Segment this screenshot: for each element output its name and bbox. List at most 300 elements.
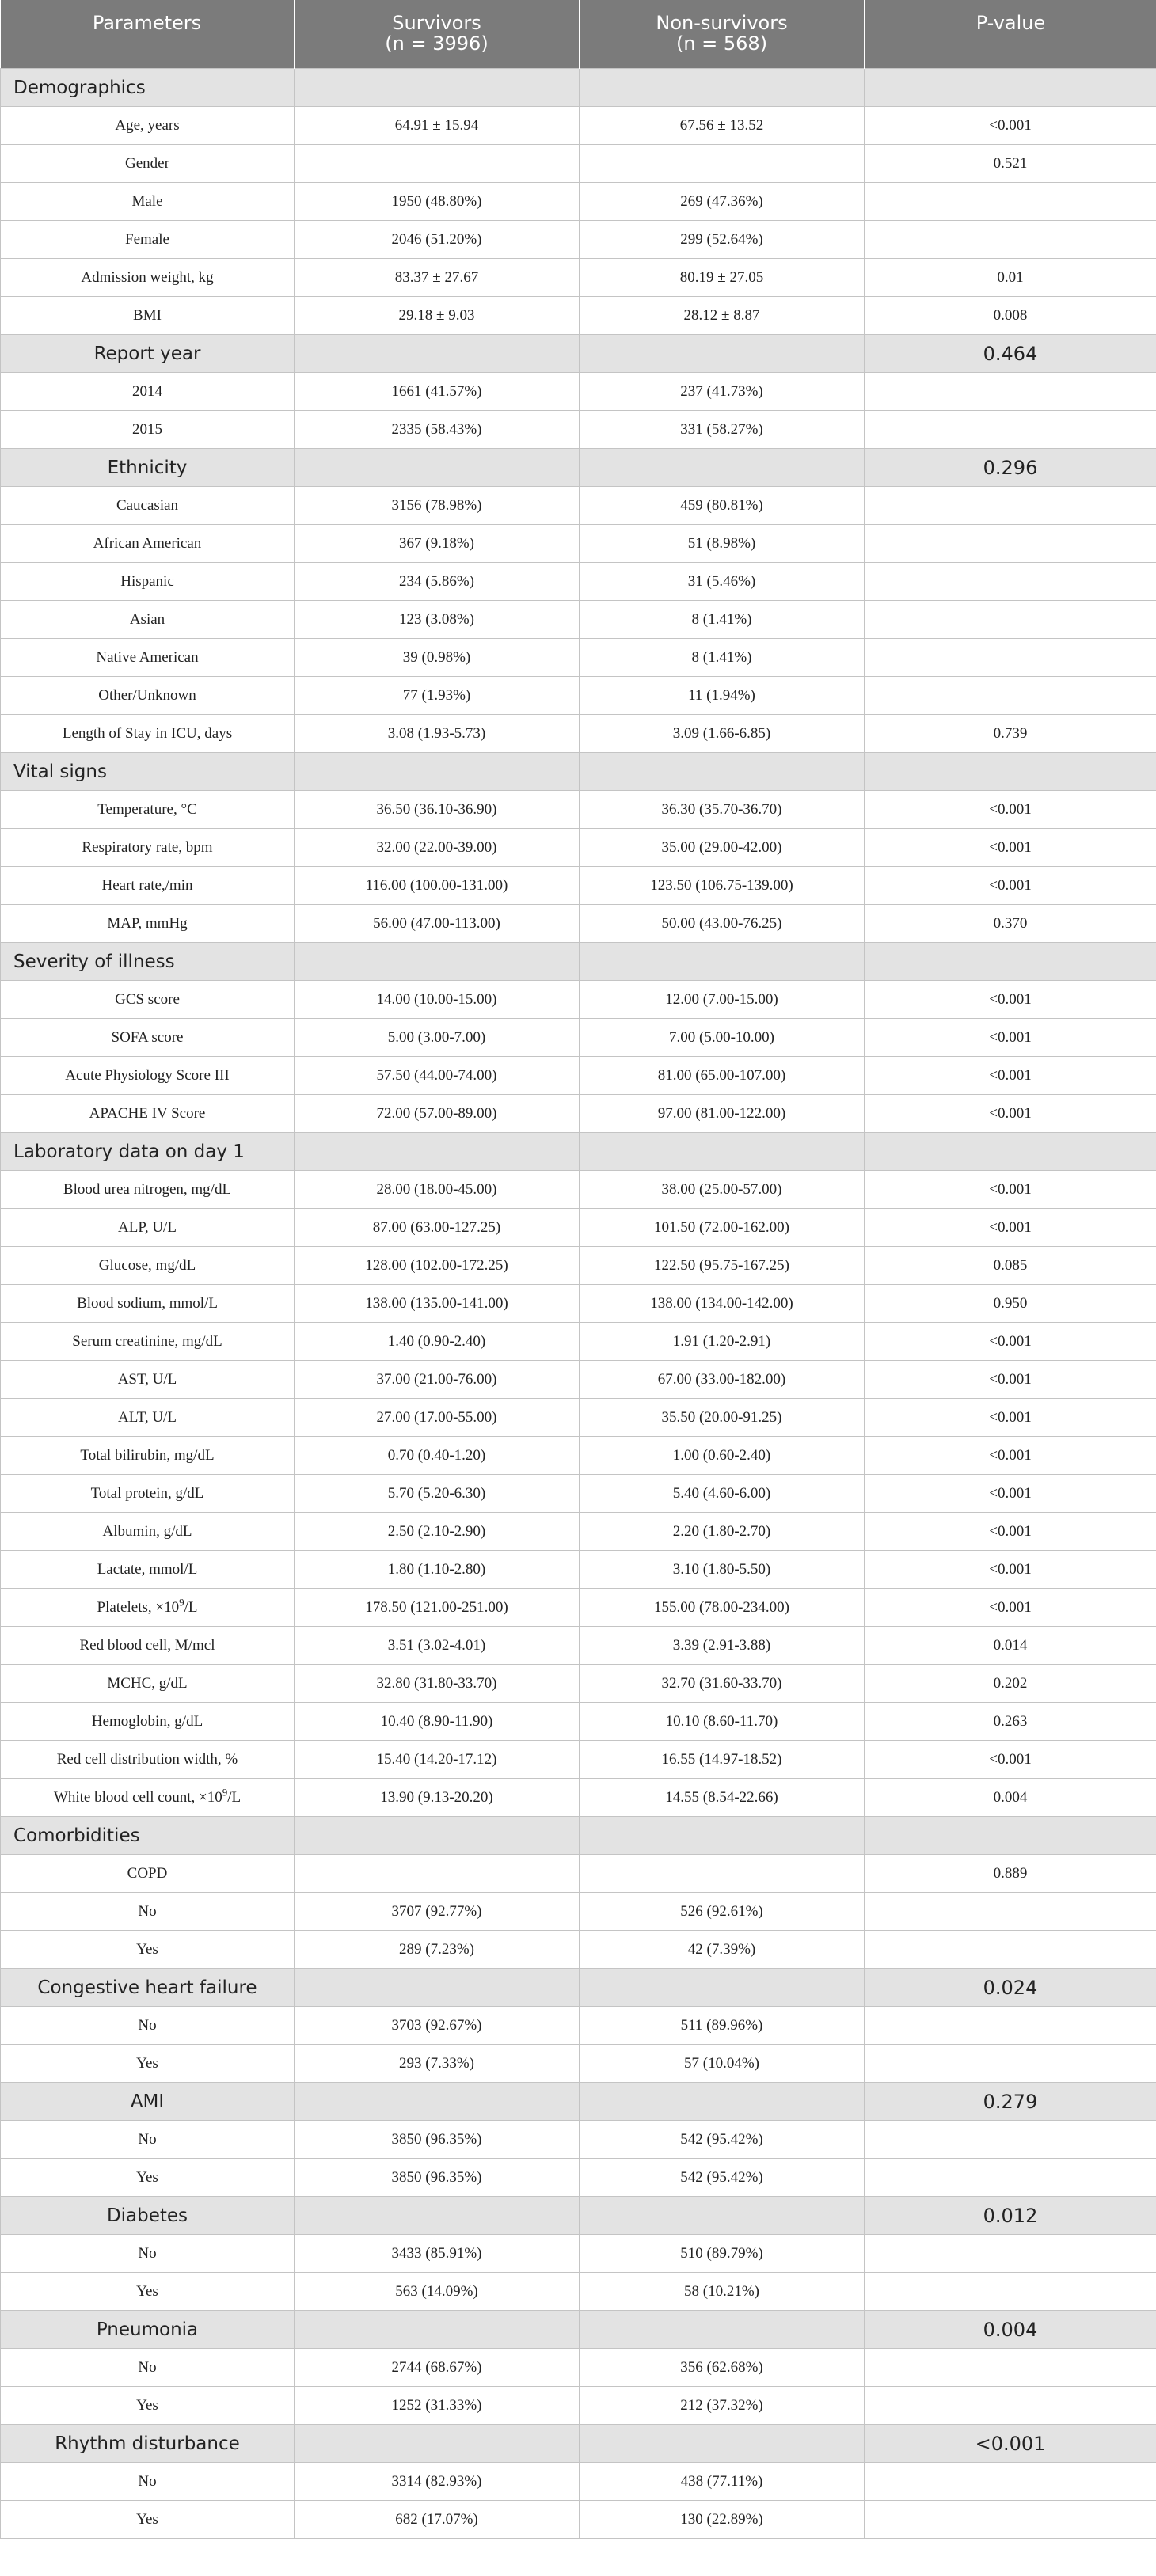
p-value-cell: <0.001 xyxy=(865,1019,1156,1057)
header-non-survivors xyxy=(580,0,865,69)
non-survivors-cell: 511 (89.96%) xyxy=(580,2007,865,2045)
table-row xyxy=(1,905,1156,943)
survivors-cell: 72.00 (57.00-89.00) xyxy=(295,1095,580,1133)
survivors-cell: 138.00 (135.00-141.00) xyxy=(295,1285,580,1323)
section-p-value: 0.024 xyxy=(865,1969,1156,2007)
p-value-cell: 0.739 xyxy=(865,715,1156,753)
survivors-cell: 27.00 (17.00-55.00) xyxy=(295,1399,580,1437)
non-survivors-cell: 8 (1.41%) xyxy=(580,601,865,639)
header-survivors-count: (n = 3996) xyxy=(385,32,489,55)
parameter-cell: No xyxy=(1,2349,295,2387)
section-survivors-cell xyxy=(295,335,580,373)
parameter-cell: ALT, U/L xyxy=(1,1399,295,1437)
section-label: Pneumonia xyxy=(1,2311,295,2349)
non-survivors-cell: 5.40 (4.60-6.00) xyxy=(580,1475,865,1513)
p-value-cell xyxy=(865,601,1156,639)
p-value-cell xyxy=(865,221,1156,259)
non-survivors-cell: 7.00 (5.00-10.00) xyxy=(580,1019,865,1057)
p-value-cell xyxy=(865,639,1156,677)
parameter-cell: Female xyxy=(1,221,295,259)
non-survivors-cell: 2.20 (1.80-2.70) xyxy=(580,1513,865,1551)
non-survivors-cell: 80.19 ± 27.05 xyxy=(580,259,865,297)
survivors-cell: 293 (7.33%) xyxy=(295,2045,580,2083)
section-label: Diabetes xyxy=(1,2197,295,2235)
table-row xyxy=(1,1399,1156,1437)
parameter-cell: Asian xyxy=(1,601,295,639)
table-row xyxy=(1,411,1156,449)
non-survivors-cell: 299 (52.64%) xyxy=(580,221,865,259)
non-survivors-cell: 3.39 (2.91-3.88) xyxy=(580,1627,865,1665)
survivors-cell: 3.08 (1.93-5.73) xyxy=(295,715,580,753)
header-row xyxy=(1,0,1156,69)
section-non-survivors-cell xyxy=(580,1817,865,1855)
non-survivors-cell: 130 (22.89%) xyxy=(580,2501,865,2539)
header-p-value-label: P-value xyxy=(975,12,1046,34)
header-parameters-label: Parameters xyxy=(92,12,202,34)
parameter-cell: Age, years xyxy=(1,107,295,145)
survivors-cell: 3433 (85.91%) xyxy=(295,2235,580,2273)
p-value-cell: <0.001 xyxy=(865,1551,1156,1589)
table-row xyxy=(1,107,1156,145)
survivors-cell: 32.00 (22.00-39.00) xyxy=(295,829,580,867)
parameter-cell: Total protein, g/dL xyxy=(1,1475,295,1513)
non-survivors-cell: 67.00 (33.00-182.00) xyxy=(580,1361,865,1399)
non-survivors-cell: 38.00 (25.00-57.00) xyxy=(580,1171,865,1209)
parameter-cell: Yes xyxy=(1,1931,295,1969)
section-p-value: 0.004 xyxy=(865,2311,1156,2349)
section-label: Laboratory data on day 1 xyxy=(1,1133,295,1171)
parameter-cell: Male xyxy=(1,183,295,221)
table-row xyxy=(1,2159,1156,2197)
survivors-cell: 36.50 (36.10-36.90) xyxy=(295,791,580,829)
table-row xyxy=(1,791,1156,829)
survivors-cell: 77 (1.93%) xyxy=(295,677,580,715)
survivors-cell: 128.00 (102.00-172.25) xyxy=(295,1247,580,1285)
table-row xyxy=(1,2463,1156,2501)
non-survivors-cell: 542 (95.42%) xyxy=(580,2121,865,2159)
non-survivors-cell: 67.56 ± 13.52 xyxy=(580,107,865,145)
parameter-cell: Other/Unknown xyxy=(1,677,295,715)
table-row xyxy=(1,1665,1156,1703)
parameter-cell: Red cell distribution width, % xyxy=(1,1741,295,1779)
p-value-cell xyxy=(865,2463,1156,2501)
section-survivors-cell xyxy=(295,753,580,791)
p-value-cell: <0.001 xyxy=(865,1741,1156,1779)
section-label: Vital signs xyxy=(1,753,295,791)
parameter-cell: Caucasian xyxy=(1,487,295,525)
section-row xyxy=(1,69,1156,107)
table-row xyxy=(1,525,1156,563)
p-value-cell xyxy=(865,411,1156,449)
section-survivors-cell xyxy=(295,69,580,107)
survivors-cell: 116.00 (100.00-131.00) xyxy=(295,867,580,905)
p-value-cell xyxy=(865,525,1156,563)
parameter-cell: Yes xyxy=(1,2273,295,2311)
section-survivors-cell xyxy=(295,1969,580,2007)
table-body xyxy=(1,69,1156,2539)
survivors-cell: 13.90 (9.13-20.20) xyxy=(295,1779,580,1817)
p-value-cell: 0.521 xyxy=(865,145,1156,183)
parameter-cell: SOFA score xyxy=(1,1019,295,1057)
non-survivors-cell: 122.50 (95.75-167.25) xyxy=(580,1247,865,1285)
section-survivors-cell xyxy=(295,1817,580,1855)
section-p-value xyxy=(865,1817,1156,1855)
parameter-label-superscript: 9 xyxy=(222,1786,228,1799)
non-survivors-cell: 1.00 (0.60-2.40) xyxy=(580,1437,865,1475)
parameter-cell: No xyxy=(1,2007,295,2045)
survivors-cell: 32.80 (31.80-33.70) xyxy=(295,1665,580,1703)
non-survivors-cell: 81.00 (65.00-107.00) xyxy=(580,1057,865,1095)
section-p-value xyxy=(865,943,1156,981)
parameter-cell: Heart rate,/min xyxy=(1,867,295,905)
section-p-value: 0.464 xyxy=(865,335,1156,373)
table-row xyxy=(1,2121,1156,2159)
p-value-cell: 0.004 xyxy=(865,1779,1156,1817)
parameter-cell: MAP, mmHg xyxy=(1,905,295,943)
table-row xyxy=(1,1475,1156,1513)
p-value-cell: 0.889 xyxy=(865,1855,1156,1893)
survivors-cell: 1.40 (0.90-2.40) xyxy=(295,1323,580,1361)
table-row xyxy=(1,601,1156,639)
survivors-cell: 87.00 (63.00-127.25) xyxy=(295,1209,580,1247)
survivors-cell: 15.40 (14.20-17.12) xyxy=(295,1741,580,1779)
survivors-cell: 1661 (41.57%) xyxy=(295,373,580,411)
table-row xyxy=(1,1209,1156,1247)
header-survivors-label: Survivors xyxy=(392,12,481,34)
non-survivors-cell: 101.50 (72.00-162.00) xyxy=(580,1209,865,1247)
p-value-cell xyxy=(865,2007,1156,2045)
parameter-cell: BMI xyxy=(1,297,295,335)
parameter-cell: Serum creatinine, mg/dL xyxy=(1,1323,295,1361)
p-value-cell xyxy=(865,2273,1156,2311)
p-value-cell xyxy=(865,563,1156,601)
header-p-value xyxy=(865,0,1156,69)
non-survivors-cell: 138.00 (134.00-142.00) xyxy=(580,1285,865,1323)
table-row xyxy=(1,1741,1156,1779)
p-value-cell xyxy=(865,2349,1156,2387)
survivors-cell: 14.00 (10.00-15.00) xyxy=(295,981,580,1019)
parameter-cell: Hispanic xyxy=(1,563,295,601)
parameter-cell: Length of Stay in ICU, days xyxy=(1,715,295,753)
p-value-cell xyxy=(865,677,1156,715)
p-value-cell: 0.085 xyxy=(865,1247,1156,1285)
table-row xyxy=(1,2273,1156,2311)
section-row xyxy=(1,1817,1156,1855)
p-value-cell: <0.001 xyxy=(865,1057,1156,1095)
table-row xyxy=(1,1703,1156,1741)
table-row xyxy=(1,2235,1156,2273)
p-value-cell xyxy=(865,183,1156,221)
survivors-cell: 367 (9.18%) xyxy=(295,525,580,563)
table-row xyxy=(1,1171,1156,1209)
p-value-cell xyxy=(865,1931,1156,1969)
parameter-cell xyxy=(1,1589,295,1627)
table-row xyxy=(1,2349,1156,2387)
survivors-cell: 1252 (31.33%) xyxy=(295,2387,580,2425)
table-row xyxy=(1,487,1156,525)
parameter-label-unit: /L xyxy=(184,1598,198,1616)
p-value-cell: <0.001 xyxy=(865,1437,1156,1475)
parameter-cell: Glucose, mg/dL xyxy=(1,1247,295,1285)
section-row xyxy=(1,335,1156,373)
p-value-cell: <0.001 xyxy=(865,1209,1156,1247)
non-survivors-cell: 542 (95.42%) xyxy=(580,2159,865,2197)
survivors-cell: 64.91 ± 15.94 xyxy=(295,107,580,145)
survivors-cell: 2335 (58.43%) xyxy=(295,411,580,449)
non-survivors-cell: 32.70 (31.60-33.70) xyxy=(580,1665,865,1703)
table-row xyxy=(1,297,1156,335)
section-non-survivors-cell xyxy=(580,335,865,373)
non-survivors-cell: 510 (89.79%) xyxy=(580,2235,865,2273)
parameter-cell: Temperature, °C xyxy=(1,791,295,829)
table-row xyxy=(1,1893,1156,1931)
table-row xyxy=(1,1361,1156,1399)
section-row xyxy=(1,1969,1156,2007)
parameter-label-unit: /L xyxy=(227,1788,241,1806)
header-survivors xyxy=(295,0,580,69)
section-survivors-cell xyxy=(295,1133,580,1171)
survivors-cell: 3156 (78.98%) xyxy=(295,487,580,525)
parameter-cell: Blood urea nitrogen, mg/dL xyxy=(1,1171,295,1209)
table-row xyxy=(1,1019,1156,1057)
survivors-cell: 563 (14.09%) xyxy=(295,2273,580,2311)
non-survivors-cell: 356 (62.68%) xyxy=(580,2349,865,2387)
table-row xyxy=(1,829,1156,867)
p-value-cell: <0.001 xyxy=(865,1399,1156,1437)
table-row xyxy=(1,2387,1156,2425)
section-row xyxy=(1,2425,1156,2463)
section-row xyxy=(1,449,1156,487)
p-value-cell: 0.014 xyxy=(865,1627,1156,1665)
section-survivors-cell xyxy=(295,943,580,981)
table-row xyxy=(1,373,1156,411)
non-survivors-cell xyxy=(580,1855,865,1893)
table-row xyxy=(1,563,1156,601)
survivors-cell: 1950 (48.80%) xyxy=(295,183,580,221)
parameter-cell: Total bilirubin, mg/dL xyxy=(1,1437,295,1475)
parameter-label-superscript: 9 xyxy=(179,1596,184,1609)
table-header xyxy=(1,0,1156,69)
survivors-cell: 178.50 (121.00-251.00) xyxy=(295,1589,580,1627)
non-survivors-cell: 123.50 (106.75-139.00) xyxy=(580,867,865,905)
non-survivors-cell: 31 (5.46%) xyxy=(580,563,865,601)
parameter-cell: Acute Physiology Score III xyxy=(1,1057,295,1095)
survivors-cell: 3.51 (3.02-4.01) xyxy=(295,1627,580,1665)
non-survivors-cell: 36.30 (35.70-36.70) xyxy=(580,791,865,829)
non-survivors-cell: 3.09 (1.66-6.85) xyxy=(580,715,865,753)
survivors-cell: 289 (7.23%) xyxy=(295,1931,580,1969)
section-label: Report year xyxy=(1,335,295,373)
p-value-cell xyxy=(865,373,1156,411)
parameter-cell: Red blood cell, M/mcl xyxy=(1,1627,295,1665)
parameter-cell: Albumin, g/dL xyxy=(1,1513,295,1551)
parameter-cell: Yes xyxy=(1,2387,295,2425)
non-survivors-cell: 3.10 (1.80-5.50) xyxy=(580,1551,865,1589)
survivors-cell: 2.50 (2.10-2.90) xyxy=(295,1513,580,1551)
section-non-survivors-cell xyxy=(580,2197,865,2235)
parameter-cell: COPD xyxy=(1,1855,295,1893)
table-row xyxy=(1,145,1156,183)
p-value-cell xyxy=(865,2121,1156,2159)
parameter-cell: Blood sodium, mmol/L xyxy=(1,1285,295,1323)
parameter-cell: No xyxy=(1,1893,295,1931)
parameter-cell: 2015 xyxy=(1,411,295,449)
survivors-cell: 682 (17.07%) xyxy=(295,2501,580,2539)
p-value-cell xyxy=(865,2501,1156,2539)
survivors-cell xyxy=(295,1855,580,1893)
p-value-cell: 0.950 xyxy=(865,1285,1156,1323)
parameter-cell: GCS score xyxy=(1,981,295,1019)
parameter-cell: APACHE IV Score xyxy=(1,1095,295,1133)
p-value-cell: <0.001 xyxy=(865,1589,1156,1627)
p-value-cell xyxy=(865,2235,1156,2273)
parameter-cell: Hemoglobin, g/dL xyxy=(1,1703,295,1741)
p-value-cell: <0.001 xyxy=(865,1361,1156,1399)
table-row xyxy=(1,1513,1156,1551)
non-survivors-cell: 155.00 (78.00-234.00) xyxy=(580,1589,865,1627)
p-value-cell: 0.263 xyxy=(865,1703,1156,1741)
table-row xyxy=(1,1095,1156,1133)
parameter-cell: Gender xyxy=(1,145,295,183)
survivors-cell xyxy=(295,145,580,183)
section-row xyxy=(1,753,1156,791)
parameter-label: Platelets, ×10 xyxy=(97,1598,180,1616)
table-row xyxy=(1,183,1156,221)
table-row xyxy=(1,981,1156,1019)
table-row xyxy=(1,1323,1156,1361)
survivors-cell: 3850 (96.35%) xyxy=(295,2121,580,2159)
section-non-survivors-cell xyxy=(580,1133,865,1171)
p-value-cell: <0.001 xyxy=(865,1475,1156,1513)
section-non-survivors-cell xyxy=(580,943,865,981)
p-value-cell xyxy=(865,487,1156,525)
non-survivors-cell: 8 (1.41%) xyxy=(580,639,865,677)
parameter-cell xyxy=(1,1779,295,1817)
section-survivors-cell xyxy=(295,2197,580,2235)
p-value-cell xyxy=(865,2045,1156,2083)
table-row xyxy=(1,1551,1156,1589)
survivors-cell: 3703 (92.67%) xyxy=(295,2007,580,2045)
survivors-cell: 37.00 (21.00-76.00) xyxy=(295,1361,580,1399)
non-survivors-cell: 12.00 (7.00-15.00) xyxy=(580,981,865,1019)
non-survivors-cell: 11 (1.94%) xyxy=(580,677,865,715)
section-label: Rhythm disturbance xyxy=(1,2425,295,2463)
section-label: Demographics xyxy=(1,69,295,107)
non-survivors-cell: 1.91 (1.20-2.91) xyxy=(580,1323,865,1361)
table-row xyxy=(1,1627,1156,1665)
header-non-survivors-count: (n = 568) xyxy=(675,32,768,55)
parameter-cell: No xyxy=(1,2121,295,2159)
section-label: Comorbidities xyxy=(1,1817,295,1855)
table-row xyxy=(1,867,1156,905)
section-label: Ethnicity xyxy=(1,449,295,487)
parameter-cell: African American xyxy=(1,525,295,563)
survivors-cell: 3314 (82.93%) xyxy=(295,2463,580,2501)
survivors-cell: 5.00 (3.00-7.00) xyxy=(295,1019,580,1057)
non-survivors-cell: 35.00 (29.00-42.00) xyxy=(580,829,865,867)
non-survivors-cell: 57 (10.04%) xyxy=(580,2045,865,2083)
header-non-survivors-label: Non-survivors xyxy=(656,12,788,34)
p-value-cell: <0.001 xyxy=(865,829,1156,867)
survivors-cell: 2744 (68.67%) xyxy=(295,2349,580,2387)
p-value-cell: <0.001 xyxy=(865,1095,1156,1133)
non-survivors-cell: 97.00 (81.00-122.00) xyxy=(580,1095,865,1133)
survivors-cell: 0.70 (0.40-1.20) xyxy=(295,1437,580,1475)
table-row xyxy=(1,1855,1156,1893)
non-survivors-cell: 237 (41.73%) xyxy=(580,373,865,411)
parameter-cell: Native American xyxy=(1,639,295,677)
table-row xyxy=(1,1057,1156,1095)
section-non-survivors-cell xyxy=(580,1969,865,2007)
table-row xyxy=(1,1779,1156,1817)
section-label: AMI xyxy=(1,2083,295,2121)
section-non-survivors-cell xyxy=(580,2425,865,2463)
non-survivors-cell: 212 (37.32%) xyxy=(580,2387,865,2425)
survivors-cell: 10.40 (8.90-11.90) xyxy=(295,1703,580,1741)
non-survivors-cell: 10.10 (8.60-11.70) xyxy=(580,1703,865,1741)
non-survivors-cell: 459 (80.81%) xyxy=(580,487,865,525)
section-row xyxy=(1,2197,1156,2235)
section-row xyxy=(1,2311,1156,2349)
non-survivors-cell: 269 (47.36%) xyxy=(580,183,865,221)
non-survivors-cell: 16.55 (14.97-18.52) xyxy=(580,1741,865,1779)
section-survivors-cell xyxy=(295,2311,580,2349)
parameter-cell: AST, U/L xyxy=(1,1361,295,1399)
header-survivors-text xyxy=(302,0,572,54)
section-non-survivors-cell xyxy=(580,69,865,107)
table-row xyxy=(1,259,1156,297)
parameter-cell: Yes xyxy=(1,2501,295,2539)
section-row xyxy=(1,1133,1156,1171)
p-value-cell xyxy=(865,1893,1156,1931)
non-survivors-cell: 58 (10.21%) xyxy=(580,2273,865,2311)
survivors-cell: 123 (3.08%) xyxy=(295,601,580,639)
section-p-value xyxy=(865,1133,1156,1171)
header-non-survivors-text xyxy=(587,0,857,54)
table-row xyxy=(1,2501,1156,2539)
parameter-cell: Yes xyxy=(1,2045,295,2083)
p-value-cell: <0.001 xyxy=(865,107,1156,145)
table-row xyxy=(1,1589,1156,1627)
table-row xyxy=(1,1437,1156,1475)
survivors-cell: 83.37 ± 27.67 xyxy=(295,259,580,297)
section-survivors-cell xyxy=(295,2083,580,2121)
non-survivors-cell: 28.12 ± 8.87 xyxy=(580,297,865,335)
section-row xyxy=(1,2083,1156,2121)
table-row xyxy=(1,2045,1156,2083)
p-value-cell: 0.370 xyxy=(865,905,1156,943)
parameter-cell: No xyxy=(1,2235,295,2273)
section-label: Severity of illness xyxy=(1,943,295,981)
survivors-cell: 3850 (96.35%) xyxy=(295,2159,580,2197)
parameter-cell: MCHC, g/dL xyxy=(1,1665,295,1703)
parameter-cell: Yes xyxy=(1,2159,295,2197)
survivors-cell: 56.00 (47.00-113.00) xyxy=(295,905,580,943)
section-non-survivors-cell xyxy=(580,2083,865,2121)
table-row xyxy=(1,1931,1156,1969)
survivors-cell: 57.50 (44.00-74.00) xyxy=(295,1057,580,1095)
parameter-cell: Respiratory rate, bpm xyxy=(1,829,295,867)
table-row xyxy=(1,715,1156,753)
section-non-survivors-cell xyxy=(580,2311,865,2349)
non-survivors-cell: 526 (92.61%) xyxy=(580,1893,865,1931)
section-p-value xyxy=(865,69,1156,107)
survivors-cell: 1.80 (1.10-2.80) xyxy=(295,1551,580,1589)
non-survivors-cell: 50.00 (43.00-76.25) xyxy=(580,905,865,943)
p-value-cell: <0.001 xyxy=(865,1171,1156,1209)
table-row xyxy=(1,2007,1156,2045)
section-label: Congestive heart failure xyxy=(1,1969,295,2007)
